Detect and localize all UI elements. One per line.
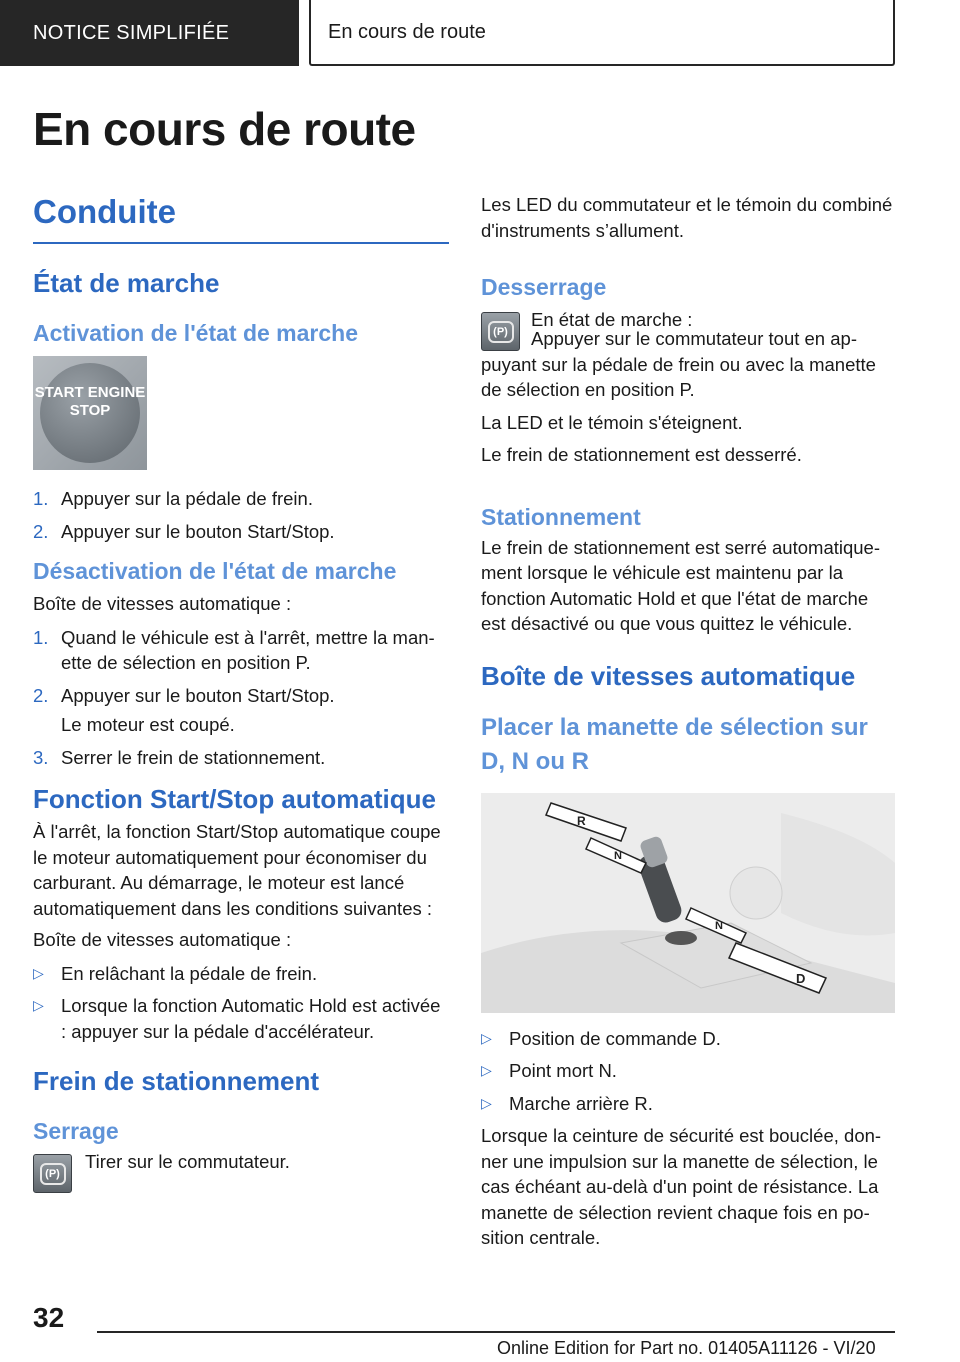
list-item (481, 1026, 895, 1052)
selector-label: R (577, 813, 586, 828)
list-item (33, 625, 449, 676)
step-number: 2. (33, 520, 49, 542)
parking-brake-icon (481, 312, 520, 351)
section-rule (33, 242, 449, 244)
step-number: 3. (33, 746, 49, 768)
start-button-label: START ENGINE STOP (34, 384, 146, 419)
heading-desserrage: Desserrage (481, 274, 607, 300)
page-number: 32 (33, 1302, 65, 1333)
stationnement-text: Le frein de stationnement est serré automatiquement lorsque le véhicule est maintenu par la fonction Automatic Hold et que l'état de marche est désactivé ou que vous quittez le véhicule. (481, 536, 881, 634)
list-item (481, 1091, 895, 1117)
selector-label: D (796, 970, 806, 986)
desserrage-p2: Appuyer sur le commutateur tout en appuyant sur la pédale de frein ou avec la manette de sélection en position P. (481, 328, 876, 400)
item-text: Marche arrière R. (509, 1092, 653, 1114)
gear-selector-illustration (481, 793, 895, 1013)
desserrage-p4: Le frein de stationnement est desserré. (481, 444, 802, 465)
subsection-title-etat: État de marche (33, 268, 220, 298)
list-item (481, 1058, 895, 1084)
serrage-continuation: Les LED du commutateur et le témoin du combiné d'instruments s’allument. (481, 194, 893, 241)
start-engine-stop-image (33, 356, 147, 470)
right-column (481, 192, 895, 1251)
selector-label: N (715, 919, 723, 932)
desactivation-steps (33, 625, 449, 709)
selector-label: N (614, 849, 622, 862)
list-item (33, 683, 449, 709)
closing-text: Lorsque la ceinture de sécurité est bouclée, donner une impulsion sur la manette de sélection, le cas échéant au-delà d'un point de résistance. La manette de sélection revient chaque fois en position centrale. (481, 1125, 882, 1248)
parking-brake-label: (P) (40, 1163, 66, 1185)
heading-serrage: Serrage (33, 1118, 119, 1144)
step-text: Serrer le frein de stationnement. (61, 746, 326, 768)
item-text: En relâchant la pédale de frein. (61, 962, 318, 984)
item-text: Lorsque la fonction Automatic Hold est activée : appuyer sur la pédale d'accélérateur. (61, 995, 441, 1042)
page-title: En cours de route (33, 103, 416, 155)
heading-stationnement: Stationnement (481, 503, 641, 530)
serrage-row (33, 1151, 449, 1193)
desactivation-intro: Boîte de vitesses automatique : (33, 593, 292, 614)
activation-steps (33, 486, 449, 544)
step-number: 1. (33, 626, 49, 648)
section-title-conduite: Conduite (33, 193, 176, 230)
step-number: 2. (33, 684, 49, 706)
step-text: Appuyer sur le bouton Start/Stop. (61, 520, 335, 542)
list-item (33, 745, 449, 771)
list-item (33, 486, 449, 512)
serrage-text: Tirer sur le commutateur. (85, 1151, 290, 1172)
footer-edition: Online Edition for Part no. 01405A11126 - VI/20 (497, 1338, 876, 1358)
subsection-title-boite: Boîte de vitesses automatique (481, 660, 856, 691)
list-item (33, 519, 449, 545)
triangle-bullet-icon: ▷ (481, 1094, 492, 1111)
list-item (33, 993, 449, 1044)
startstop-items (33, 961, 449, 1045)
item-text: Point mort N. (509, 1060, 617, 1081)
header-section-label: NOTICE SIMPLIFIÉE (33, 21, 230, 44)
left-column (33, 190, 449, 1193)
triangle-bullet-icon: ▷ (33, 964, 44, 981)
header-chapter-label: En cours de route (328, 20, 486, 43)
startstop-intro: Boîte de vitesses automatique : (33, 929, 292, 950)
heading-placer: Placer la manette de sélection sur D, N ou R (481, 713, 868, 775)
step-number: 1. (33, 488, 49, 509)
gear-selector-image (481, 793, 895, 1013)
step-note: Le moteur est coupé. (61, 714, 235, 735)
subsection-title-startstop: Fonction Start/Stop automatique (33, 784, 436, 814)
subsection-title-frein: Frein de stationnement (33, 1066, 320, 1096)
position-list (481, 1026, 895, 1117)
heading-desactivation: Désactivation de l'état de marche (33, 558, 397, 584)
startstop-text: À l'arrêt, la fonction Start/Stop automatique coupe le moteur automatiquement pour économiser du carburant. Au démarrage, le moteur est lancé automatiquement dans les conditions suivantes : (33, 821, 441, 919)
desserrage-p3: La LED et le témoin s'éteignent. (481, 411, 743, 433)
step-text: Appuyer sur le bouton Start/Stop. (61, 684, 335, 706)
list-item (33, 961, 449, 987)
heading-activation: Activation de l'état de marche (33, 320, 359, 346)
desactivation-steps-cont (33, 745, 449, 771)
parking-brake-icon (33, 1154, 72, 1193)
step-text: Quand le véhicule est à l'arrêt, mettre la manette de sélection en position P. (61, 626, 435, 673)
triangle-bullet-icon: ▷ (481, 1029, 492, 1046)
footer-rule (97, 1331, 895, 1333)
step-text: Appuyer sur la pédale de frein. (61, 488, 313, 509)
header-chapter-tab (309, 0, 895, 66)
parking-brake-label: (P) (488, 321, 514, 343)
item-text: Position de commande D. (509, 1027, 721, 1049)
triangle-bullet-icon: ▷ (481, 1062, 492, 1078)
triangle-bullet-icon: ▷ (33, 997, 44, 1013)
header-section-tab (0, 0, 299, 66)
desserrage-p1: En état de marche : (531, 309, 693, 330)
